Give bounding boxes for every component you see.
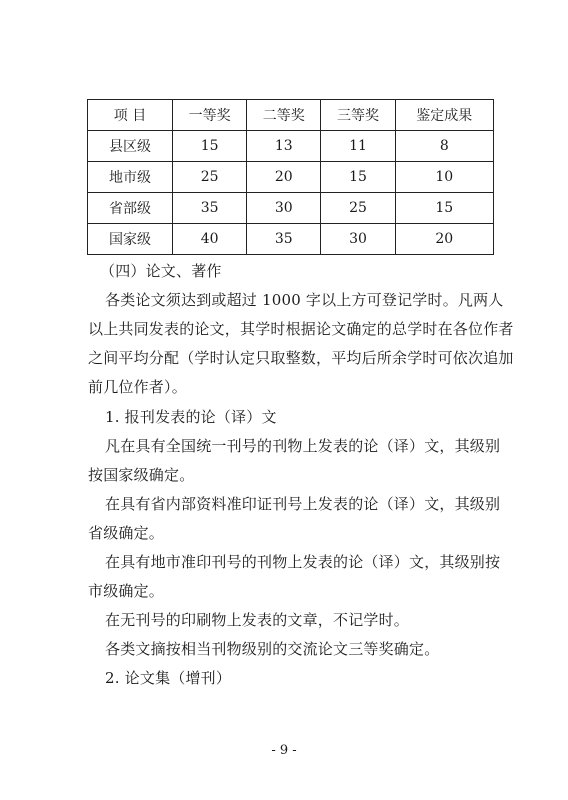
table-cell: 10 — [395, 162, 493, 193]
table-cell: 15 — [173, 131, 247, 162]
table-cell: 15 — [395, 193, 493, 224]
paragraph-line: 凡在具有全国统一刊号的刊物上发表的论（译）文，其级别 — [105, 437, 501, 455]
subsection-heading: 1. 报刊发表的论（译）文 — [105, 408, 277, 426]
paragraph-line: 在具有省内部资料准印证刊号上发表的论（译）文，其级别 — [105, 495, 501, 513]
table-header-row — [88, 100, 494, 131]
paragraph-line: 之间平均分配（学时认定只取整数，平均后所余学时可依次追加 — [88, 349, 514, 367]
table-cell: 地市级 — [88, 162, 173, 193]
table-cell: 15 — [321, 162, 395, 193]
table-row — [88, 131, 494, 162]
table-cell: 35 — [173, 193, 247, 224]
paragraph-line: 按国家级确定。 — [88, 466, 195, 484]
table-cell: 25 — [173, 162, 247, 193]
header-third-prize: 三等奖 — [321, 100, 395, 131]
paragraph-line: 市级确定。 — [88, 582, 165, 600]
paragraph-line: 以上共同发表的论文，其学时根据论文确定的总学时在各位作者 — [88, 320, 514, 338]
table-cell: 40 — [173, 224, 247, 255]
table-cell: 国家级 — [88, 224, 173, 255]
table-cell: 35 — [247, 224, 321, 255]
header-second-prize: 二等奖 — [247, 100, 321, 131]
page-number: - 9 - — [271, 743, 297, 758]
table-row — [88, 162, 494, 193]
table-cell: 20 — [395, 224, 493, 255]
table-cell: 25 — [321, 193, 395, 224]
paragraph-line: 各类文摘按相当刊物级别的交流论文三等奖确定。 — [105, 640, 440, 658]
subsection-heading: 2. 论文集（增刊） — [105, 669, 232, 687]
header-item: 项 目 — [88, 100, 173, 131]
table-row — [88, 193, 494, 224]
table-cell: 8 — [395, 131, 493, 162]
table-cell: 30 — [247, 193, 321, 224]
award-hours-table — [87, 99, 494, 255]
section-heading: （四）论文、著作 — [100, 262, 222, 280]
table-cell: 县区级 — [88, 131, 173, 162]
table-cell: 20 — [247, 162, 321, 193]
paragraph-line: 在具有地市准印刊号的刊物上发表的论（译）文，其级别按 — [105, 553, 501, 571]
table-cell: 11 — [321, 131, 395, 162]
paragraph-line: 各类论文须达到或超过 1000 字以上方可登记学时。凡两人 — [105, 291, 504, 309]
table-cell: 省部级 — [88, 193, 173, 224]
table-row — [88, 224, 494, 255]
paragraph-line: 省级确定。 — [88, 524, 165, 542]
paragraph-line: 在无刊号的印刷物上发表的文章，不记学时。 — [105, 611, 410, 629]
table-cell: 30 — [321, 224, 395, 255]
table-cell: 13 — [247, 131, 321, 162]
paragraph-line: 前几位作者）。 — [88, 378, 187, 396]
header-first-prize: 一等奖 — [173, 100, 247, 131]
header-appraisal: 鉴定成果 — [395, 100, 493, 131]
